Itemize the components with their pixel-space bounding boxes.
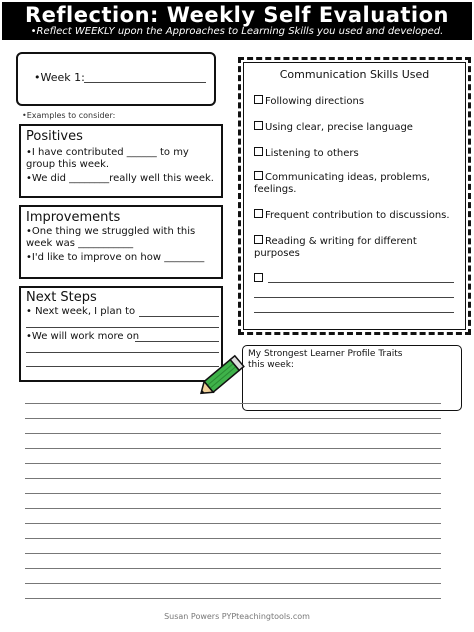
improvements-line-3: •I'd like to improve on how ________ bbox=[26, 252, 205, 263]
positives-box bbox=[19, 124, 223, 198]
skill-label: Communicating ideas, problems, feelings. bbox=[254, 172, 430, 195]
traits-box bbox=[242, 345, 462, 411]
checkbox-icon[interactable] bbox=[254, 235, 263, 244]
positives-heading: Positives bbox=[26, 129, 83, 144]
next-steps-input-1[interactable] bbox=[139, 316, 219, 317]
writing-line[interactable] bbox=[25, 508, 441, 509]
page-title: Reflection: Weekly Self Evaluation bbox=[25, 3, 449, 27]
writing-line[interactable] bbox=[25, 433, 441, 434]
skill-item-other[interactable] bbox=[254, 273, 265, 286]
skill-item[interactable] bbox=[254, 95, 364, 108]
next-steps-box bbox=[19, 286, 223, 382]
skill-label: Frequent contribution to discussions. bbox=[265, 210, 450, 221]
writing-line[interactable] bbox=[25, 478, 441, 479]
checkbox-icon[interactable] bbox=[254, 273, 263, 282]
traits-label: My Strongest Learner Profile Traits this week: bbox=[248, 349, 403, 370]
writing-line[interactable] bbox=[25, 448, 441, 449]
positives-line-3: •We did ________really well this week. bbox=[26, 173, 214, 184]
skill-label: Following directions bbox=[265, 96, 365, 107]
writing-line[interactable] bbox=[25, 418, 441, 419]
writing-line[interactable] bbox=[25, 523, 441, 524]
next-steps-input-4[interactable] bbox=[26, 352, 219, 353]
other-skill-line-1[interactable] bbox=[268, 282, 454, 283]
positives-line-2: group this week. bbox=[26, 159, 110, 170]
writing-line[interactable] bbox=[25, 583, 441, 584]
checkbox-icon[interactable] bbox=[254, 147, 263, 156]
skill-item[interactable] bbox=[254, 121, 413, 134]
communication-box bbox=[243, 62, 466, 330]
examples-note: •Examples to consider: bbox=[22, 111, 116, 120]
writing-line[interactable] bbox=[25, 403, 441, 404]
next-steps-line-1: • Next week, I plan to bbox=[26, 306, 136, 317]
skill-item[interactable] bbox=[254, 209, 450, 222]
writing-line[interactable] bbox=[25, 598, 441, 599]
checkbox-icon[interactable] bbox=[254, 209, 263, 218]
improvements-heading: Improvements bbox=[26, 210, 121, 225]
writing-line[interactable] bbox=[25, 493, 441, 494]
skill-label: Reading & writing for different purposes bbox=[254, 236, 417, 259]
page-subtitle: •Reflect WEEKLY upon the Approaches to Learning Skills you used and developed. bbox=[30, 26, 444, 37]
writing-line[interactable] bbox=[25, 553, 441, 554]
checkbox-icon[interactable] bbox=[254, 121, 263, 130]
skill-label: Using clear, precise language bbox=[265, 122, 413, 133]
improvements-line-1: •One thing we struggled with this bbox=[26, 226, 196, 237]
week-label: •Week 1: bbox=[34, 71, 85, 84]
communication-heading: Communication Skills Used bbox=[279, 68, 430, 81]
next-steps-input-3[interactable] bbox=[135, 341, 219, 342]
improvements-box bbox=[19, 205, 223, 279]
writing-line[interactable] bbox=[25, 538, 441, 539]
other-skill-line-2[interactable] bbox=[254, 297, 454, 298]
week-input-line[interactable] bbox=[84, 82, 206, 83]
week-box bbox=[16, 52, 216, 106]
skill-item[interactable] bbox=[254, 147, 359, 160]
checkbox-icon[interactable] bbox=[254, 171, 263, 180]
other-skill-line-3[interactable] bbox=[254, 312, 454, 313]
writing-line[interactable] bbox=[25, 568, 441, 569]
checkbox-icon[interactable] bbox=[254, 95, 263, 104]
writing-line[interactable] bbox=[25, 463, 441, 464]
next-steps-line-2: •We will work more on bbox=[26, 331, 140, 342]
next-steps-heading: Next Steps bbox=[26, 290, 97, 305]
positives-line-1: •I have contributed ______ to my bbox=[26, 147, 189, 158]
next-steps-input-5[interactable] bbox=[26, 366, 219, 367]
next-steps-input-2[interactable] bbox=[26, 327, 219, 328]
footer-credit: Susan Powers PYPteachingtools.com bbox=[164, 612, 310, 621]
skill-item[interactable] bbox=[254, 171, 454, 196]
header bbox=[0, 0, 474, 44]
pencil-icon bbox=[198, 348, 250, 400]
skill-label: Listening to others bbox=[265, 148, 359, 159]
improvements-line-2: week was ___________ bbox=[26, 238, 134, 249]
skill-item[interactable] bbox=[254, 235, 440, 260]
